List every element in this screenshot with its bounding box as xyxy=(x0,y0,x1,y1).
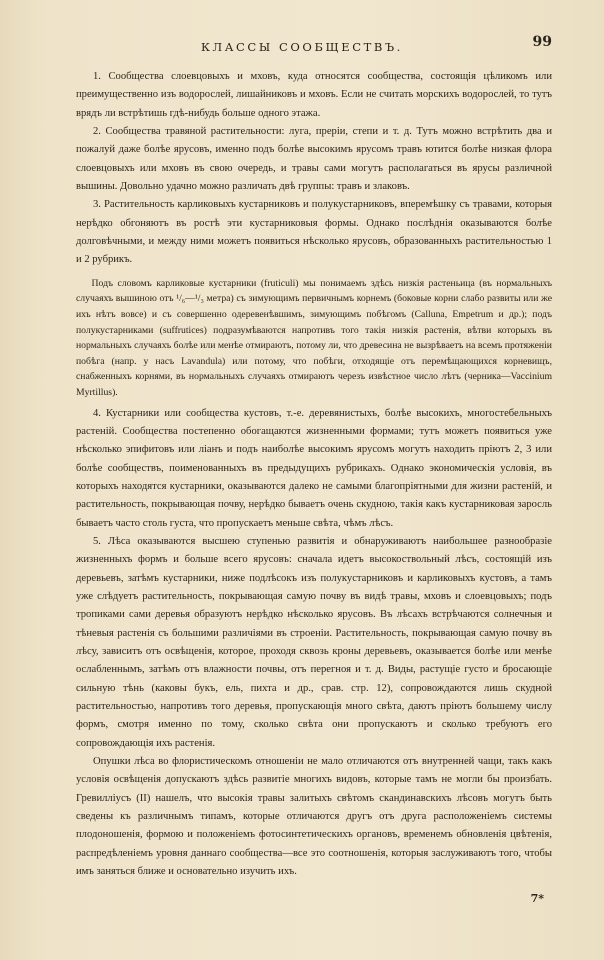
signature-mark: 7* xyxy=(530,892,544,905)
running-title: КЛАССЫ СООБЩЕСТВЪ. xyxy=(201,40,403,54)
paragraph-footnote-fruticuli: Подъ словомъ карликовые кустарники (fruticuli) мы понимаемъ здѣсь низкія растеньица (въ нормальныхъ случаяхъ вышиною отъ ¹/₆—¹/₃ метра) съ зимующимъ первичнымъ корнемъ (боковые корни слабо развиты или же ихъ нѣтъ вовсе) и съ совершенно одеревенѣвшимъ, зимующимъ побѣгомъ (Calluna, Empetrum и др.); подъ полукустарниками (suffrutices) подразумѣваются напротивъ того такія низкія растенія, вѣтви которыхъ въ нормальныхъ случаяхъ болѣе или менѣе отмираютъ, потому ли, что древесина не вызрѣваетъ на всемъ протяженіи побѣга (напр. у насъ Lavandula) или потому, что побѣги, отходящіе отъ перемѣщающихся корневищъ, снабженныхъ корнями, въ нормальныхъ случаяхъ отмираютъ черезъ извѣстное число лѣтъ (черника—Vaccinium Myrtillus). xyxy=(76,277,552,398)
page-header xyxy=(0,34,604,56)
paragraph-shrubs: 4. Кустарники или сообщества кустовъ, т.-е. деревянистыхъ, болѣе высокихъ, многостебельныхъ растеній. Сообщества постепенно обогащаются жизненными формами; тутъ можетъ появиться уже нѣсколько эпифитовъ или ліанъ и подъ наиболѣе высокимъ ярусомъ могутъ находить пріютъ 2, 3 или болѣе сообществъ, поименованныхъ въ предыдущихъ рубрикахъ. Однако экономическія условія, въ которыхъ находятся кустарники, оказываются далеко не самыми благопріятными для жизни растеній, и растительность, покрывающая почву, нерѣдко бываетъ очень скудною, такія какъ кустарниковая заросль бываетъ часто столь густа, что пропускаетъ меньше свѣта, чѣмъ лѣсъ. xyxy=(76,407,552,529)
paragraph-mosses: 1. Сообщества слоевцовыхъ и мховъ, куда относятся сообщества, состоящія цѣликомъ или преимущественно изъ водорослей, лишайниковъ и мховъ. Если не считать морскихъ водорослей, то тутъ врядъ ли встрѣтишь гдѣ-нибудь больше одного этажа. xyxy=(76,71,552,119)
page-body xyxy=(76,68,552,881)
paragraph-herbs: 2. Сообщества травяной растительности: луга, преріи, степи и т. д. Тутъ можно встрѣтить два и пожалуй даже болѣе ярусовъ, именно подъ болѣе высокимъ ярусомъ травъ ютится болѣе низкая флора слоевцовыхъ или мховъ въ свою очередь, и травы сами могутъ располагаться въ ярусы различной вышины. Довольно удачно можно различать двѣ группы: травъ и злаковъ. xyxy=(76,126,552,193)
paragraph-forest-edges: Опушки лѣса во флористическомъ отношеніи не мало отличаются отъ внутренней чащи, такъ какъ условія освѣщенія допускаютъ здѣсь развитіе многихъ видовъ, которые тамъ не могли бы произбать. Гревиллiусъ (II) нашелъ, что высокія травы залитыхъ свѣтомъ скандинавскихъ лѣсовъ могутъ быть сведены къ различнымъ типамъ, которые отличаются другъ отъ друга расположеніемъ системы плодоношенія, формою и положеніемъ фотосинтетическихъ органовъ, временемъ обновленія цвѣтенія, распредѣленіемъ уровня даннаго сообщества—все это соотношенія, которыя заслуживаютъ того, чтобы имъ заняться ближе и основательно изучить ихъ. xyxy=(76,756,552,878)
paragraph-forests: 5. Лѣса оказываются высшею ступенью развитія и обнаруживаютъ наибольшее разнообразіе жизненныхъ формъ и больше всего ярусовъ: сначала идетъ высокоствольный лѣсъ, состоящій изъ деревьевъ, затѣмъ кустарники, ниже подлѣсокъ изъ полукустарниковъ и карликовыхъ кустовъ, а тамъ уже слѣдуетъ растительность, покрывающая самую почву въ видѣ травы, мховъ и слоевцовыхъ; подъ тропиками сами деревья образуютъ нерѣдко нѣсколько ярусовъ. Въ лѣсахъ встрѣчаются солнечныя и тѣневыя растенія съ большими различіями въ строеніи. Растительность, покрывающая самую почву въ лѣсу, зависитъ отъ освѣщенія, которое, проходя сквозь кроны деревьевъ, оказывается болѣе или менѣе ослабленнымъ, затѣмъ отъ влажности почвы, отъ перегноя и т. д. Виды, растущіе густо и бросающіе сильную тѣнь (каковы букъ, ель, пихта и др., срав. стр. 12), сопровождаются лишь скудной растительностью, напротивъ того деревья, пропускающія много свѣта, даютъ пріютъ большему числу формъ, смотря именно по тому, сколько свѣта они пропускаютъ и сколько требуютъ его сопровождающія ихъ растенія. xyxy=(76,535,552,749)
page-number: 99 xyxy=(532,34,552,50)
paragraph-dwarf-shrubs: 3. Растительность карликовыхъ кустарниковъ и полукустарниковъ, вперемѣшку съ травами, которыя нерѣдко обгоняютъ въ ростѣ эти кустарниковыя формы. Однако послѣднія оказываются болѣе долговѣчными, и между ними можетъ появиться нѣсколько ярусовъ, образованныхъ растительностью 1 и 2 рубрикъ. xyxy=(76,199,552,266)
